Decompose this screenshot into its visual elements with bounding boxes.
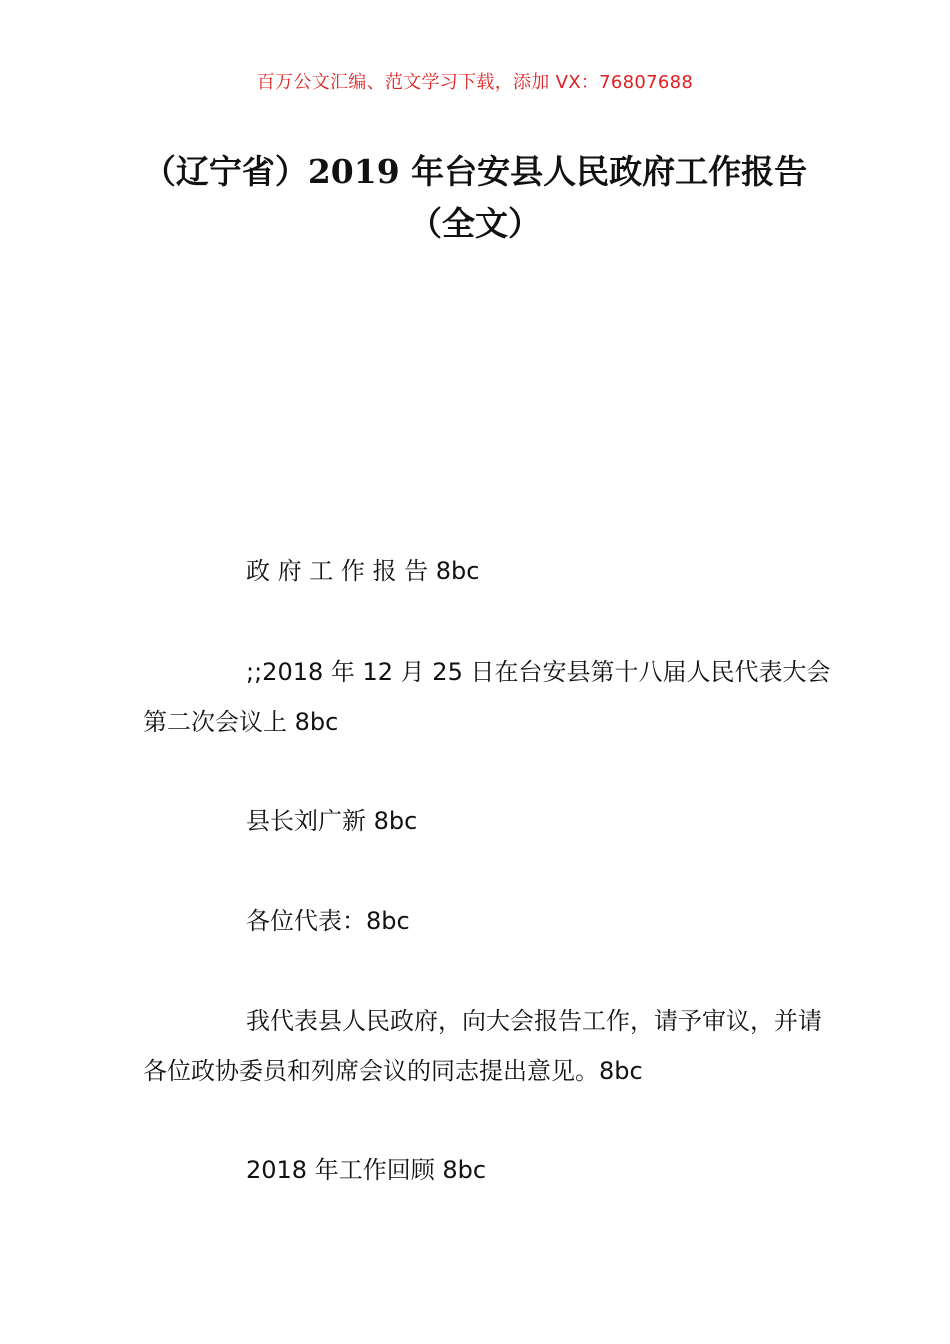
paragraph-speaker: 县长刘广新 8bc bbox=[246, 807, 418, 835]
header-watermark-note: 百万公文汇编、范文学习下载，添加 VX：76807688 bbox=[256, 72, 694, 93]
paragraph-intro: 我代表县人民政府，向大会报告工作，请予审议，并请各位政协委员和列席会议的同志提出意见。8bc bbox=[143, 1007, 822, 1085]
paragraph-section-heading: 2018 年工作回顾 8bc bbox=[246, 1156, 487, 1184]
document-title: （辽宁省）2019 年台安县人民政府工作报告（全文） bbox=[142, 152, 808, 243]
paragraph-report-heading: 政 府 工 作 报 告 8bc bbox=[246, 557, 480, 585]
paragraph-salutation: 各位代表：8bc bbox=[246, 907, 410, 935]
paragraph-meeting-info: ;;2018 年 12 月 25 日在台安县第十八届人民代表大会第二次会议上 8bc bbox=[143, 658, 831, 736]
